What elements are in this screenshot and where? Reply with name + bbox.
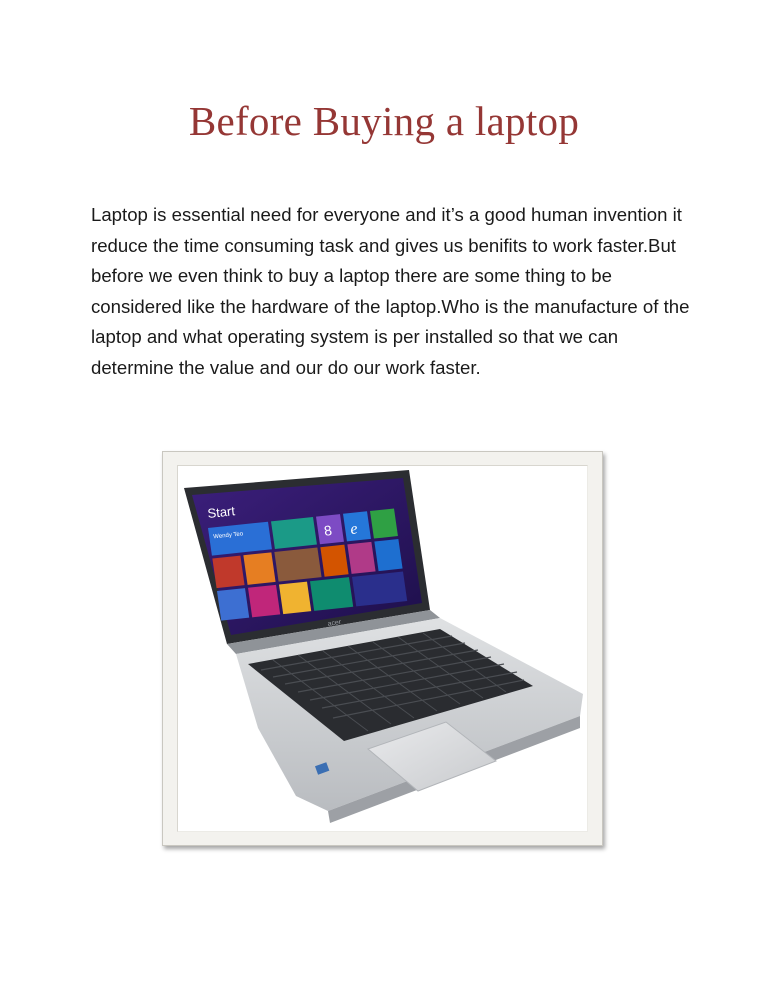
laptop-illustration bbox=[178, 466, 587, 831]
screen-start-label: Start bbox=[206, 503, 236, 521]
body-paragraph: Laptop is essential need for everyone and it’s a good human invention it reduce the time consuming task and gives us benifits to work faster.But before we even think to buy a laptop there are some thing to be considered like the hardware of the laptop.Who is the manufacture of the laptop and what operating system is per installed so that we can determine the value and our do our work faster. bbox=[91, 204, 690, 378]
svg-text:e: e bbox=[349, 520, 359, 538]
brand-logo: acer bbox=[327, 618, 342, 628]
svg-text:Wendy Teo: Wendy Teo bbox=[212, 531, 244, 541]
page-title: Before Buying a laptop bbox=[188, 98, 580, 144]
svg-text:8: 8 bbox=[322, 522, 334, 539]
laptop-image bbox=[177, 465, 588, 832]
image-frame bbox=[162, 451, 603, 846]
